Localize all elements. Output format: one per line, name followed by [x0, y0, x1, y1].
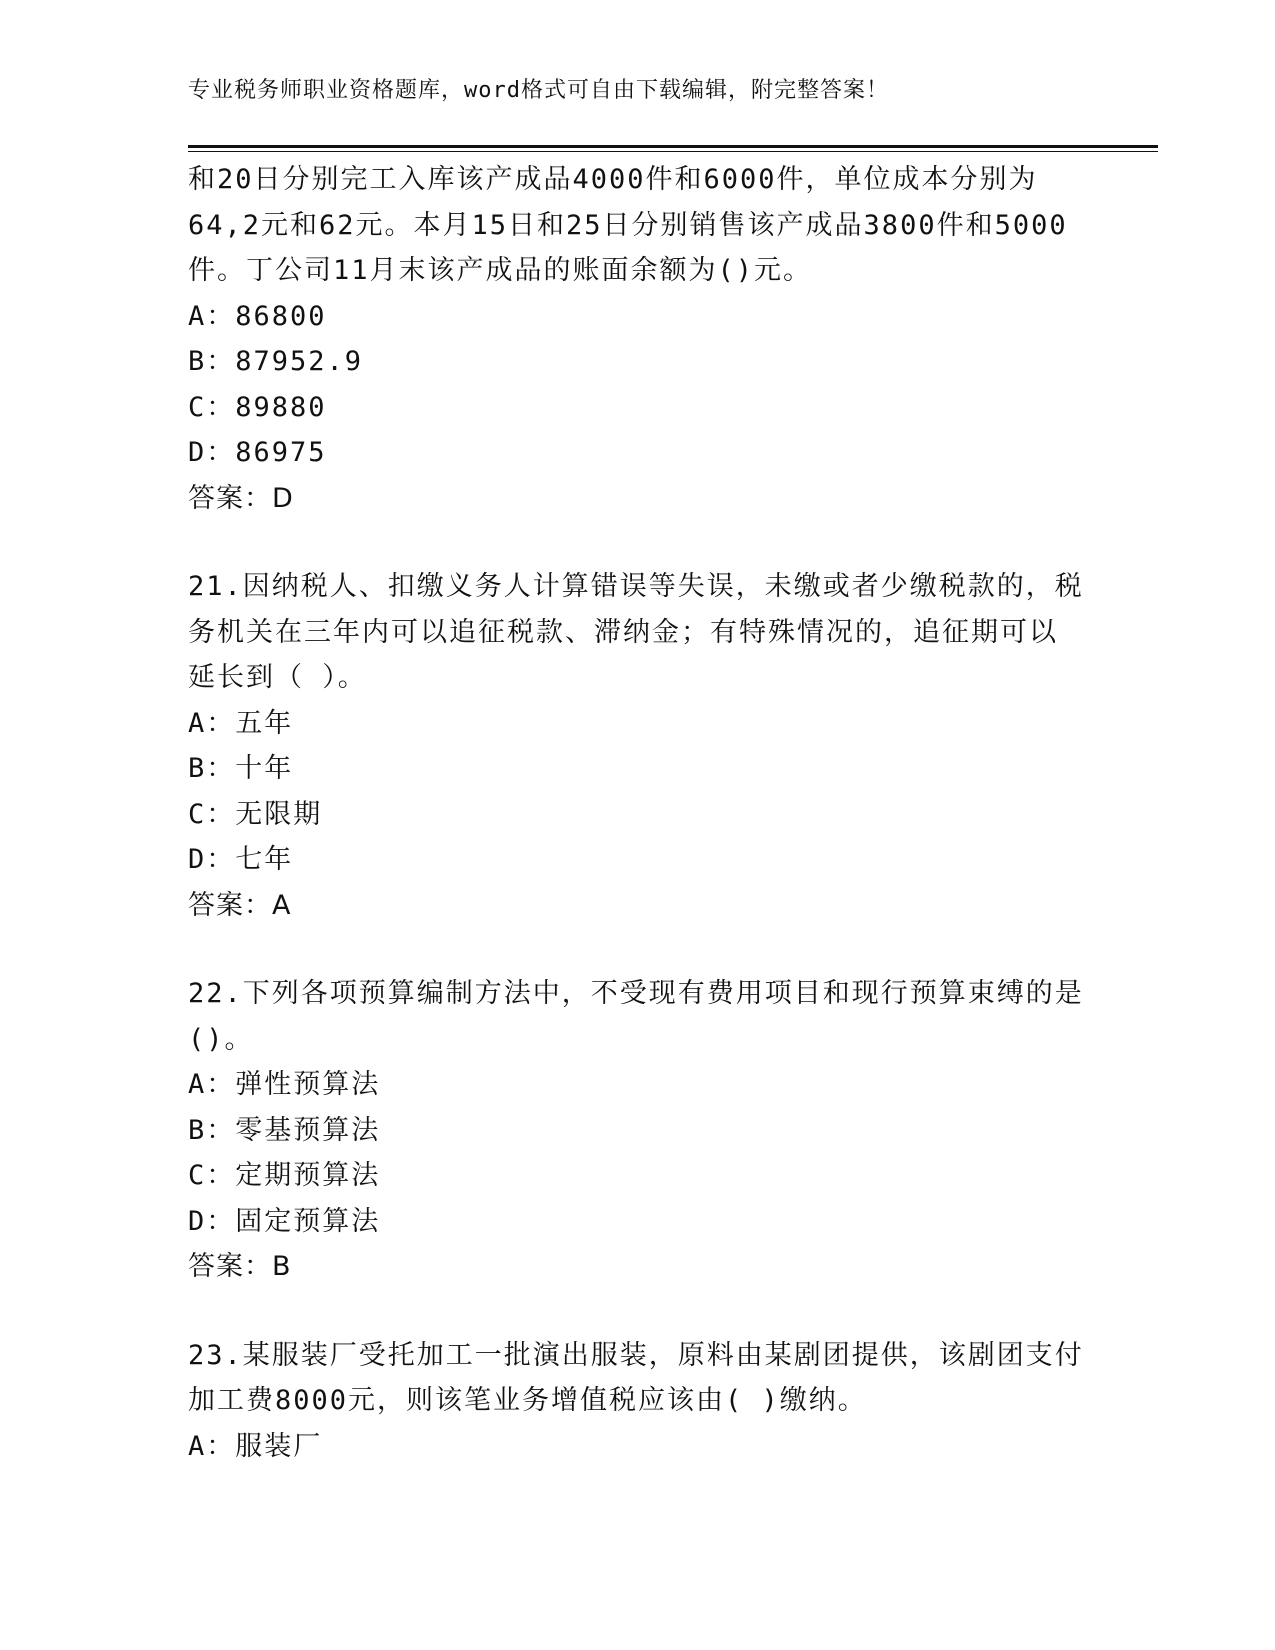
option-a: A：86800 — [188, 300, 327, 332]
option-c: C：89880 — [188, 391, 327, 423]
spacer — [188, 1290, 1088, 1333]
header-rule-thick — [188, 145, 1158, 148]
question-stem-line: 22.下列各项预算编制方法中，不受现有费用项目和现行预算束缚的是 — [188, 978, 1084, 1009]
option-b: B：87952.9 — [188, 346, 364, 377]
option-b: B：十年 — [188, 753, 294, 784]
option-c: C：无限期 — [188, 798, 323, 830]
question-stem-line: 和20日分别完工入库该产成品4000件和6000件，单位成本分别为 — [188, 164, 1038, 195]
header-rule-thin — [188, 151, 1158, 152]
option-a: A：五年 — [188, 707, 294, 739]
question-21 — [188, 564, 1088, 928]
question-stem-line: 延长到（ ）。 — [188, 662, 367, 693]
page-header: 专业税务师职业资格题库，word格式可自由下载编辑，附完整答案！ — [188, 78, 889, 103]
option-a: A：弹性预算法 — [188, 1069, 381, 1100]
question-stem-line: 加工费8000元，则该笔业务增值税应该由( )缴纳。 — [188, 1385, 867, 1416]
answer-line: 答案：B — [188, 1251, 292, 1282]
option-d: D：七年 — [188, 844, 294, 875]
spacer — [188, 928, 1088, 971]
option-c: C：定期预算法 — [188, 1160, 381, 1191]
question-stem-line: ()。 — [188, 1023, 254, 1055]
question-20 — [188, 157, 1088, 521]
question-stem-line: 21.因纳税人、扣缴义务人计算错误等失误，未缴或者少缴税款的，税 — [188, 571, 1084, 602]
question-stem-line: 23.某服装厂受托加工一批演出服装，原料由某剧团提供，该剧团支付 — [188, 1339, 1084, 1371]
question-22 — [188, 971, 1088, 1290]
answer-line: 答案：A — [188, 889, 292, 921]
question-stem-line: 件。丁公司11月末该产成品的账面余额为()元。 — [188, 255, 813, 286]
option-d: D：86975 — [188, 437, 327, 468]
question-stem-line: 64,2元和62元。本月15日和25日分别销售该产成品3800件和5000 — [188, 209, 1068, 241]
answer-line: 答案：D — [188, 482, 294, 514]
document-body — [188, 157, 1088, 1469]
spacer — [188, 521, 1088, 564]
option-b: B：零基预算法 — [188, 1114, 381, 1146]
question-23 — [188, 1333, 1088, 1470]
option-a: A：服装厂 — [188, 1430, 323, 1462]
question-stem-line: 务机关在三年内可以追征税款、滞纳金；有特殊情况的，追征期可以 — [188, 616, 1058, 648]
option-d: D：固定预算法 — [188, 1205, 381, 1237]
